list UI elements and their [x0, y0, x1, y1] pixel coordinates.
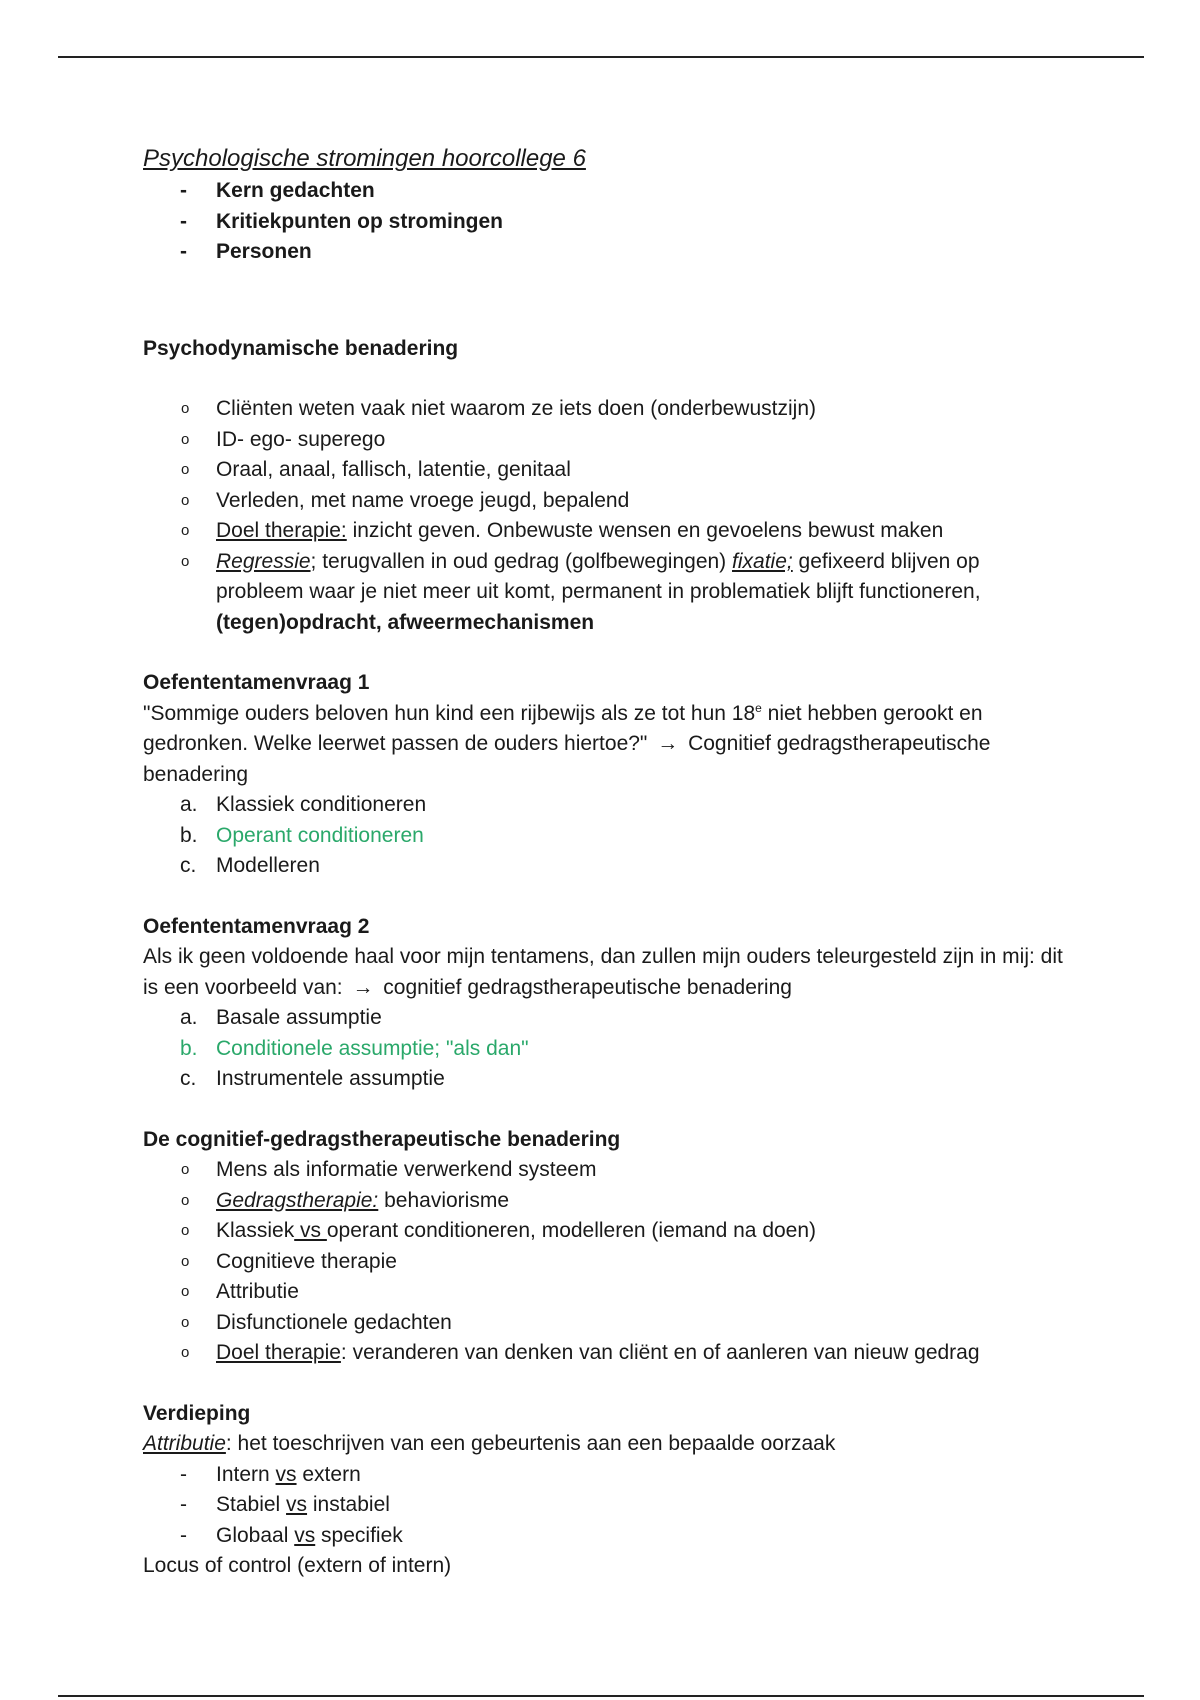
list-item: - Kern gedachten	[143, 176, 1063, 207]
circle-bullet-icon: o	[181, 400, 190, 417]
fixation-label: fixatie;	[732, 549, 793, 573]
dash-bullet: -	[180, 179, 187, 202]
document-body	[143, 142, 1063, 1582]
regression-label: Regressie	[216, 549, 311, 573]
goal-label: Doel therapie	[216, 1341, 341, 1364]
page-title: Psychologische stromingen hoorcollege 6	[143, 145, 586, 172]
circle-bullet-icon: o	[181, 1252, 190, 1270]
section-heading-q2: Oefententamenvraag 2	[143, 914, 370, 938]
list-item: - Stabiel vs instabiel	[143, 1490, 1063, 1521]
locus-of-control: Locus of control (extern of intern)	[143, 1554, 452, 1577]
goal-label: Doel therapie:	[216, 519, 347, 542]
list-item: - Globaal vs specifiek	[143, 1521, 1063, 1552]
list-item: o Cliënten weten vaak niet waarom ze iets doen (onderbewustzijn)	[143, 394, 1063, 425]
answer-option: c. Modelleren	[180, 854, 320, 877]
list-item: o Disfunctionele gedachten	[143, 1308, 1063, 1339]
circle-bullet-icon: o	[181, 461, 190, 478]
circle-bullet-icon: o	[181, 552, 190, 570]
dash-bullet: -	[180, 1523, 187, 1547]
list-item: o Verleden, met name vroege jeugd, bepalend	[143, 486, 1063, 517]
attribution-definition: Attributie: het toeschrijven van een gebeurtenis aan een bepaalde oorzaak	[143, 1432, 836, 1455]
arrow-right-icon: →	[657, 732, 679, 755]
behavior-label: Gedragstherapie:	[216, 1188, 379, 1212]
circle-bullet-icon: o	[181, 430, 190, 448]
header-rule	[58, 56, 1144, 58]
answer-option-correct: b. Operant conditioneren	[180, 823, 424, 847]
question-text: "Sommige ouders beloven hun kind een rijbewijs als ze tot hun 18e niet hebben gerookt en gedronken. Welke leerwet passen de ouders hiertoe?" → Cognitief gedragstherapeutische benadering	[143, 700, 991, 786]
list-item: o Gedragstherapie: behaviorisme	[143, 1186, 1063, 1217]
answer-option-correct: b. Conditionele assumptie; "als dan"	[180, 1036, 529, 1060]
q1-options	[143, 790, 1063, 882]
footer-rule	[58, 1695, 1144, 1697]
list-item: o Attributie	[143, 1277, 1063, 1308]
list-item: o Doel therapie: veranderen van denken van cliënt en of aanleren van nieuw gedrag	[143, 1338, 1063, 1369]
circle-bullet-icon: o	[181, 1344, 190, 1361]
dash-bullet: -	[180, 1462, 187, 1486]
list-item: o Doel therapie: inzicht geven. Onbewuste wensen en gevoelens bewust maken	[143, 516, 1063, 547]
q2-options	[143, 1003, 1063, 1095]
dash-bullet: -	[180, 240, 187, 263]
circle-bullet-icon: o	[181, 1191, 190, 1209]
arrow-right-icon: →	[352, 975, 374, 999]
list-item: o ID- ego- superego	[143, 425, 1063, 456]
list-item: o Cognitieve therapie	[143, 1247, 1063, 1278]
list-item: o Oraal, anaal, fallisch, latentie, genitaal	[143, 455, 1063, 486]
list-item: o Mens als informatie verwerkend systeem	[143, 1155, 1063, 1186]
section-heading-q1: Oefententamenvraag 1	[143, 671, 370, 694]
answer-option: c. Instrumentele assumptie	[180, 1067, 445, 1090]
list-item: - Personen	[143, 237, 1063, 268]
answer-option: a. Klassiek conditioneren	[180, 793, 427, 816]
circle-bullet-icon: o	[181, 491, 190, 509]
dash-bullet: -	[180, 1493, 187, 1516]
circle-bullet-icon: o	[181, 522, 190, 539]
dash-bullet: -	[180, 209, 187, 233]
section-heading-psychodynamic: Psychodynamische benadering	[143, 336, 459, 360]
circle-bullet-icon: o	[181, 1161, 190, 1178]
cbt-list	[143, 1155, 1063, 1369]
circle-bullet-icon: o	[181, 1313, 190, 1331]
question-text: Als ik geen voldoende haal voor mijn tentamens, dan zullen mijn ouders teleurgesteld zijn in mij: dit is een voorbeeld van: → cognitief gedragstherapeutische benadering	[143, 945, 1063, 999]
psychodynamic-list	[143, 394, 1063, 638]
section-heading-deep: Verdieping	[143, 1401, 251, 1425]
answer-option: a. Basale assumptie	[180, 1006, 382, 1029]
list-item: o Klassiek vs operant conditioneren, modelleren (iemand na doen)	[143, 1216, 1063, 1247]
section-heading-cbt: De cognitief-gedragstherapeutische benadering	[143, 1127, 621, 1151]
circle-bullet-icon: o	[181, 1222, 190, 1239]
attribution-list	[143, 1460, 1063, 1552]
intro-list	[143, 176, 1063, 268]
list-item: - Kritiekpunten op stromingen	[143, 207, 1063, 238]
list-item: o Regressie; terugvallen in oud gedrag (golfbewegingen) fixatie; gefixeerd blijven op probleem waar je niet meer uit komt, permanent in problematiek blijft functioneren, (tegen)opdracht, afweermechanismen	[143, 547, 1063, 639]
circle-bullet-icon: o	[181, 1283, 190, 1300]
list-item: - Intern vs extern	[143, 1460, 1063, 1491]
